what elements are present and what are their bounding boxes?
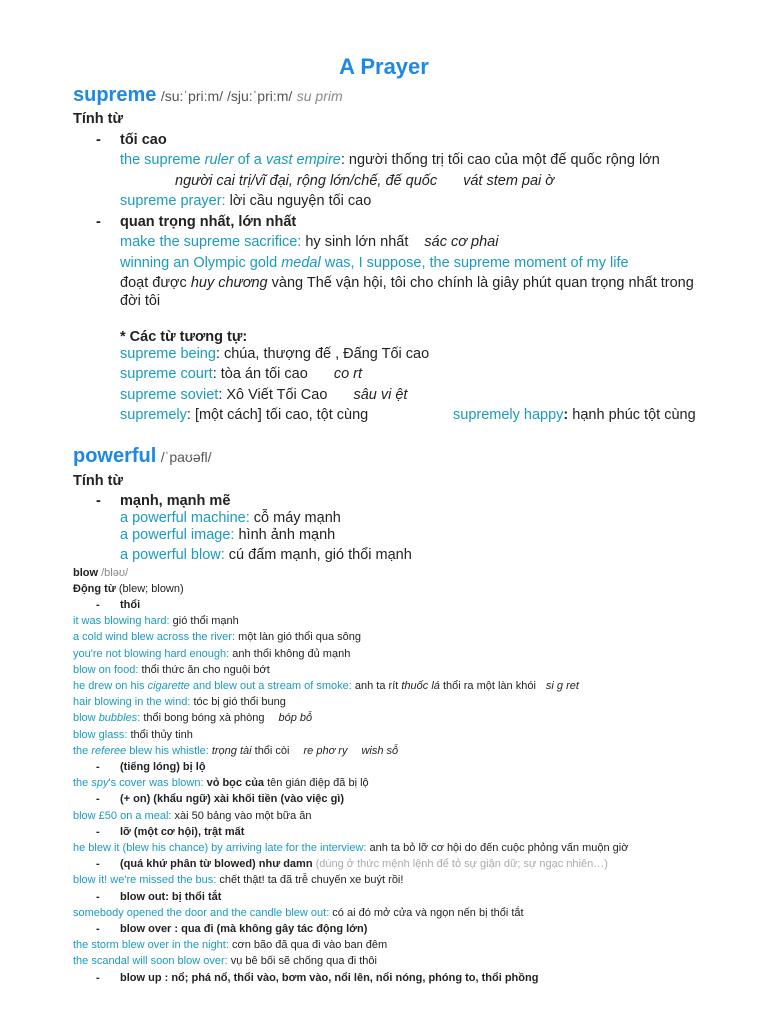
bullet-dash: - <box>96 891 100 903</box>
example: he drew on his cigarette and blew out a stream of smoke: anh ta rít thuốc lá thổi ra một làn khói si g ret <box>73 680 579 692</box>
headword-powerful <box>73 445 212 468</box>
example: blow on food: thổi thức ăn cho nguội bớt <box>73 664 270 676</box>
example: it was blowing hard: gió thổi mạnh <box>73 615 239 627</box>
bullet-dash: - <box>96 761 100 773</box>
sense: (+ on) (khẩu ngữ) xài khối tiền (vào việc gì) <box>120 793 345 805</box>
example: blow glass: thổi thủy tinh <box>73 729 193 741</box>
pronunciation: /su:ˈpri:m/ /sju:ˈpri:m/ <box>160 88 293 104</box>
example: he blew it (blew his chance) by arriving late for the interview: anh ta bỏ lỡ cơ hội do đến cuộc phỏng vấn muộn giờ <box>73 842 629 854</box>
bullet-dash: - <box>96 493 101 509</box>
example: somebody opened the door and the candle blew out: có ai đó mở cửa và ngọn nến bị thổi tắt <box>73 907 524 919</box>
example: blow £50 on a meal: xài 50 bảng vào một bữa ăn <box>73 810 312 822</box>
headword-blow: blow /bləʊ/ <box>73 567 129 579</box>
sense: (quá khứ phân từ blowed) như damn (dùng ở thức mệnh lệnh để tỏ sự giận dữ; sự ngạc nhiên…) <box>120 858 608 870</box>
bullet-dash: - <box>96 923 100 935</box>
example: the supreme ruler of a vast empire: người thống trị tối cao của một đế quốc rộng lớn <box>120 152 660 168</box>
sense: quan trọng nhất, lớn nhất <box>120 214 297 230</box>
bullet-dash: - <box>96 826 100 838</box>
example: supreme prayer: lời cầu nguyện tối cao <box>120 193 372 209</box>
similar-word: supremely happy: hạnh phúc tột cùng <box>453 407 696 423</box>
bullet-dash: - <box>96 793 100 805</box>
example: a powerful image: hình ảnh mạnh <box>120 527 336 543</box>
bullet-dash: - <box>96 132 101 148</box>
sense: mạnh, mạnh mẽ <box>120 493 231 509</box>
headword: supreme <box>73 84 157 106</box>
similar-word: supremely: [một cách] tối cao, tột cùng <box>120 407 369 423</box>
part-of-speech: Tính từ <box>73 111 123 127</box>
gloss-note: người cai trị/vĩ đại, rộng lớn/chế, đế quốc vát stem pai ờ <box>175 173 555 189</box>
example: a powerful machine: cỗ máy mạnh <box>120 510 341 526</box>
similar-words-heading: * Các từ tương tự: <box>120 329 248 345</box>
sense: blow up : nổ; phá nổ, thổi vào, bơm vào, nổi lên, nổi nóng, phóng to, thổi phồng <box>120 972 539 984</box>
bullet-dash: - <box>96 214 101 230</box>
example: make the supreme sacrifice: hy sinh lớn nhất sác cơ phai <box>120 234 499 250</box>
bullet-dash: - <box>96 599 100 611</box>
similar-word: supreme soviet: Xô Viết Tối Cao sâu vi ệt <box>120 387 408 403</box>
bullet-dash: - <box>96 858 100 870</box>
example: blow bubbles: thổi bong bóng xà phòng bóp bỗ <box>73 712 313 724</box>
example: you're not blowing hard enough: anh thổi không đủ mạnh <box>73 648 351 660</box>
page-title: A Prayer <box>339 54 429 79</box>
pronunciation: /ˈpaʊəfl/ <box>160 449 212 465</box>
sense: thổi <box>120 599 141 611</box>
sense: blow out: bị thổi tắt <box>120 891 222 903</box>
example: the spy's cover was blown: vỏ bọc của tên gián điệp đã bị lộ <box>73 777 369 789</box>
example: a cold wind blew across the river: một làn gió thổi qua sông <box>73 631 361 643</box>
sense: tối cao <box>120 132 167 148</box>
part-of-speech: Động từ (blew; blown) <box>73 583 184 595</box>
headword-supreme <box>73 84 343 107</box>
sense: lỡ (một cơ hội), trật mất <box>120 826 245 838</box>
similar-word: supreme being: chúa, thượng đế , Đấng Tối cao <box>120 346 430 362</box>
part-of-speech: Tính từ <box>73 473 123 489</box>
sense: blow over : qua đi (mà không gây tác động lớn) <box>120 923 368 935</box>
sense: (tiếng lóng) bị lộ <box>120 761 206 773</box>
bullet-dash: - <box>96 972 100 984</box>
example: the storm blew over in the night: cơn bão đã qua đi vào ban đêm <box>73 939 388 951</box>
example: a powerful blow: cú đấm mạnh, gió thổi mạnh <box>120 547 412 563</box>
example: hair blowing in the wind: tóc bị gió thổi bung <box>73 696 286 708</box>
example-translation: đoạt được huy chương vàng Thế vận hội, tôi cho chính là giây phút quan trọng nhất trong đời tôi <box>120 275 694 309</box>
example: the referee blew his whistle: trọng tài thổi còi re phơ ry wish sỗ <box>73 745 399 757</box>
example: the scandal will soon blow over: vụ bê bối sẽ chống qua đi thôi <box>73 955 377 967</box>
similar-word: supreme court: tòa án tối cao co rt <box>120 366 363 382</box>
example: blow it! we're missed the bus: chết thật! ta đã trễ chuyến xe buýt rồi! <box>73 874 404 886</box>
phonetic-hint: su prim <box>296 88 343 104</box>
headword: powerful <box>73 445 157 467</box>
example: winning an Olympic gold medal was, I suppose, the supreme moment of my life <box>120 255 629 271</box>
